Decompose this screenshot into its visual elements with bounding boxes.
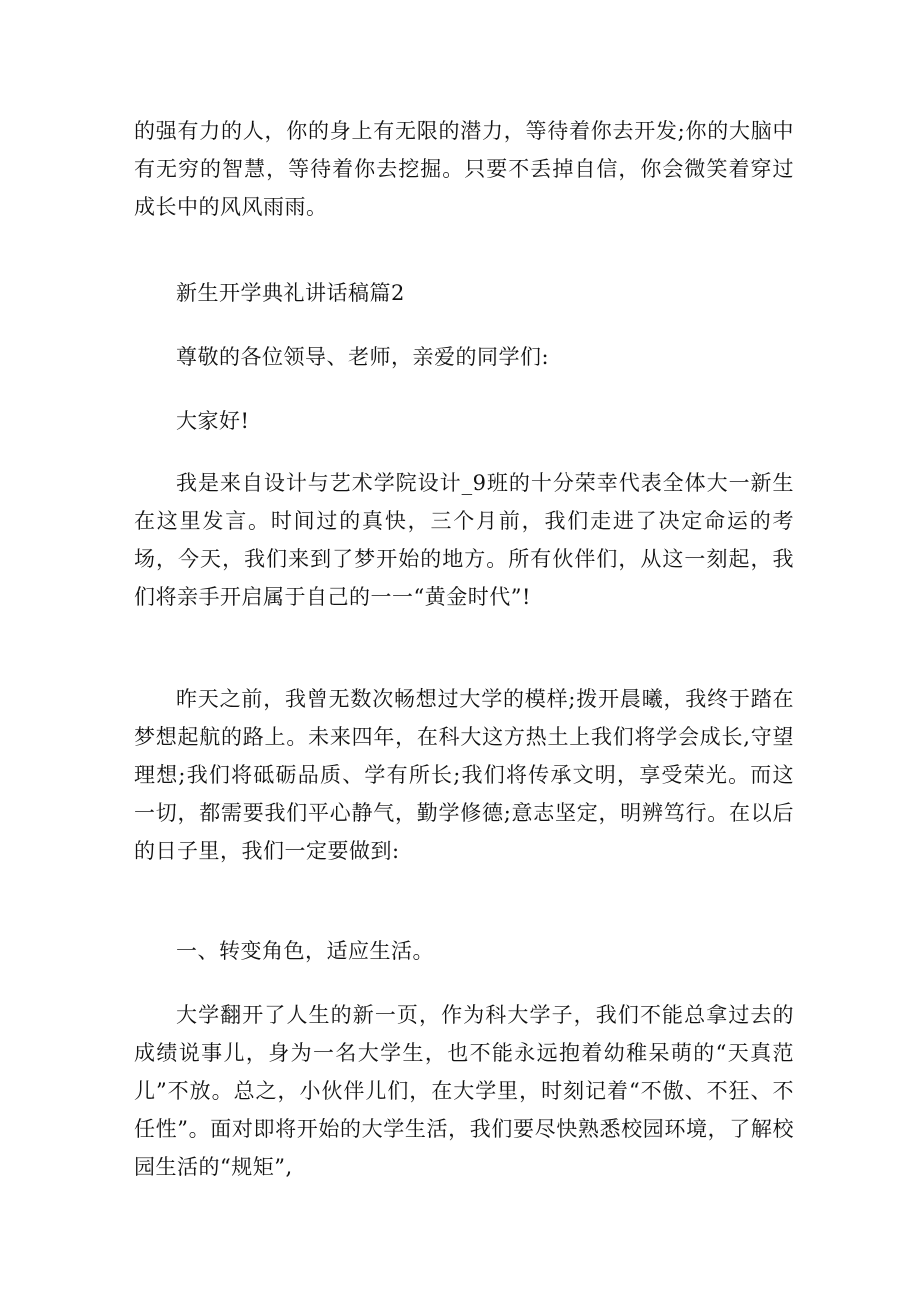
paragraph-intro-continuation: 的强有力的人，你的身上有无限的潜力，等待着你去开发;你的大脑中有无穷的智慧，等待着你去挖掘。只要不丢掉自信，你会微笑着穿过成长中的风风雨雨。: [134, 119, 794, 219]
salutation: 尊敬的各位领导、老师，亲爱的同学们:: [176, 345, 550, 369]
paragraph-vision: 昨天之前，我曾无数次畅想过大学的模样;拨开晨曦，我终于踏在梦想起航的路上。未来四年，在科大这方热土上我们将学会成长,守望理想;我们将砥砺品质、学有所长;我们将传承文明，享受荣光。而这一切，都需要我们平心静气，勤学修德;意志坚定，明辨笃行。在以后的日子里，我们一定要做到:: [134, 687, 794, 863]
paragraph-self-introduction: 我是来自设计与艺术学院设计_9班的十分荣幸代表全体大一新生在这里发言。时间过的真快，三个月前，我们走进了决定命运的考场，今天，我们来到了梦开始的地方。所有伙伴们，从这一刻起，我们将亲手开启属于自己的一一“黄金时代”!: [134, 471, 794, 609]
paragraph-point-one: 大学翻开了人生的新一页，作为科大学子，我们不能总拿过去的成绩说事儿，身为一名大学生，也不能永远抱着幼稚呆萌的“天真范儿”不放。总之，小伙伴儿们，在大学里，时刻记着“不傲、不狂、不任性”。面对即将开始的大学生活，我们要尽快熟悉校园环境，了解校园生活的“规矩”,: [134, 1003, 794, 1179]
point-one-heading: 一、转变角色，适应生活。: [176, 939, 434, 963]
section-title: 新生开学典礼讲话稿篇2: [176, 281, 405, 305]
greeting: 大家好!: [176, 409, 250, 433]
